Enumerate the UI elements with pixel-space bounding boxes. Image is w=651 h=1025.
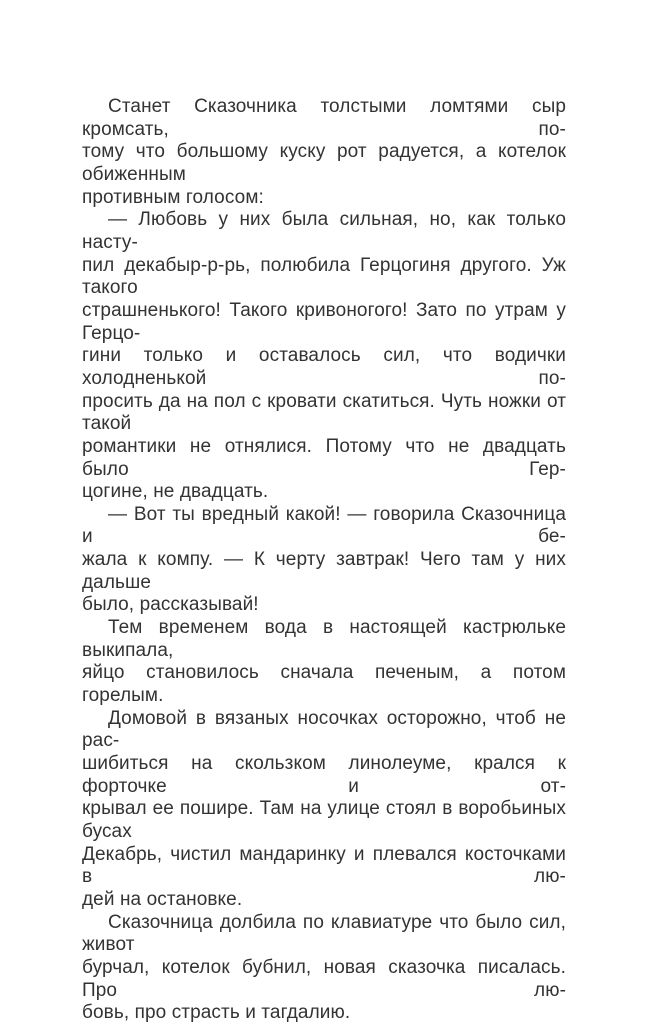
text-line: Тем временем вода в настоящей кастрюльке выкипала, <box>82 617 566 661</box>
text-line: просить да на пол с кровати скатиться. Чуть ножки от такой <box>82 390 566 435</box>
page-text <box>82 96 566 1025</box>
paragraph <box>82 708 566 912</box>
text-line: цогине, не двадцать. <box>82 481 269 503</box>
text-line: романтики не отнялися. Потому что не двадцать было Гер- <box>82 435 566 480</box>
text-line: Сказочница долбила по клавиатуре что было сил, живот <box>82 911 566 956</box>
text-line: яйцо становилось сначала печеным, а потом горелым. <box>82 662 566 707</box>
paragraph <box>82 617 566 708</box>
text-line: Станет Сказочника толстыми ломтями сыр кромсать, по- <box>82 96 566 140</box>
text-line: гини только и оставалось сил, что водички холодненькой по- <box>82 345 566 389</box>
text-line: бурчал, котелок бубнил, новая сказочка писалась. Про лю- <box>82 956 566 1001</box>
text-line: тому что большому куску рот радуется, а котелок обиженным <box>82 141 566 185</box>
text-line: пил декабыр-р-рь, полюбила Герцогиня другого. Уж такого <box>82 254 566 299</box>
text-line: — Вот ты вредный какой! — говорила Сказочница и бе- <box>82 503 566 548</box>
text-line: противным голосом: <box>82 186 264 208</box>
text-line: дей на остановке. <box>82 888 243 910</box>
paragraph <box>82 912 566 1025</box>
text-line: страшненького! Такого кривоногого! Зато по утрам у Герцо- <box>82 299 566 344</box>
text-line: шибиться на скользком линолеуме, крался к форточке и от- <box>82 753 566 797</box>
paragraph <box>82 209 566 504</box>
text-line: Декабрь, чистил мандаринку и плевался косточками в лю- <box>82 843 566 888</box>
text-line: — Любовь у них была сильная, но, как только насту- <box>82 209 566 253</box>
text-line: Домовой в вязаных носочках осторожно, чтоб не рас- <box>82 707 566 752</box>
paragraph <box>82 96 566 209</box>
text-line: крывал ее пошире. Там на улице стоял в воробьиных бусах <box>82 798 566 842</box>
text-line: жала к компу. — К черту завтрак! Чего там у них дальше <box>82 549 566 593</box>
text-line: было, рассказывай! <box>82 594 259 616</box>
text-line: бовь, про страсть и тагдалию. <box>82 1002 351 1024</box>
paragraph <box>82 504 566 617</box>
